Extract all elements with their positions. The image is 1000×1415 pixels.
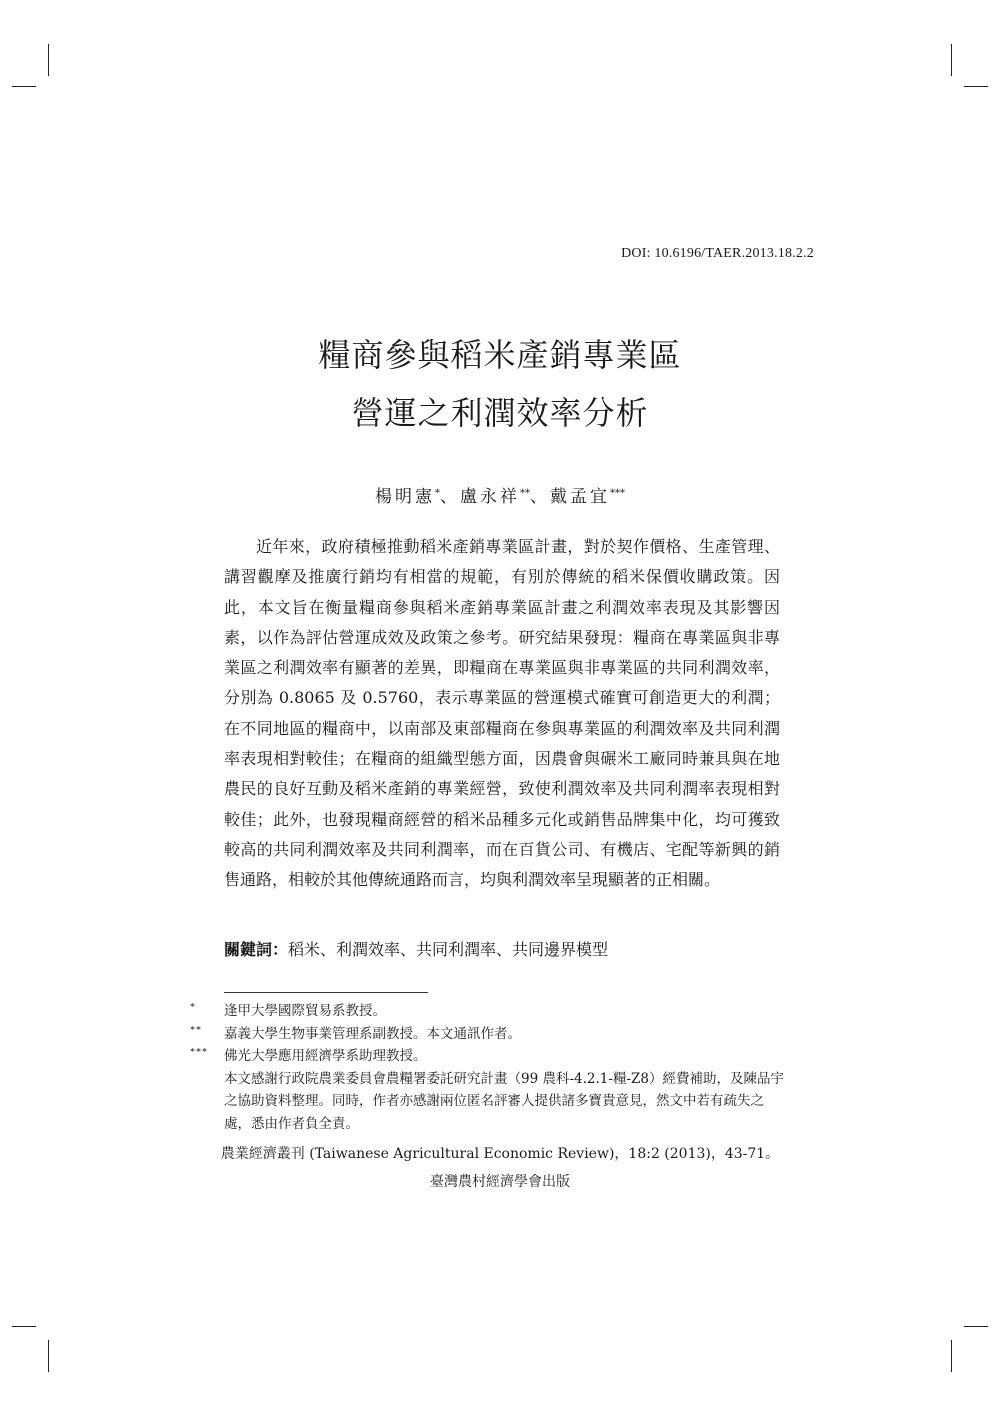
author-name: 盧永祥 — [460, 487, 520, 507]
author-separator: 、 — [440, 487, 460, 507]
abstract: 近年來，政府積極推動稻米產銷專業區計畫，對於契作價格、生產管理、講習觀摩及推廣行銷均有相當的規範，有別於傳統的稻米保價收購政策。因此，本文旨在衡量糧商參與稻米產銷專業區計畫之利潤效率表現及其影響因素，以作為評估營運成效及政策之參考。研究結果發現：糧商在專業區與非專業區之利潤效率有顯著的差異，即糧商在專業區與非專業區的共同利潤效率，分別為 0.8065 及 0.5760，表示專業區的營運模式確實可創造更大的利潤；在不同地區的糧商中，以南部及東部糧商在參與專業區的利潤效率及共同利潤率表現相對較佳；在糧商的組織型態方面，因農會與碾米工廠同時兼具與在地農民的良好互動及稻米產銷的專業經營，致使利潤效率及共同利潤率表現相對較佳；此外，也發現糧商經營的稻米品種多元化或銷售品牌集中化，均可獲致較高的共同利潤效率及共同利潤率，而在百貨公司、有機店、宅配等新興的銷售通路，相較於其他傳統通路而言，均與利潤效率呈現顯著的正相關。 — [224, 537, 780, 890]
title-line-2: 營運之利潤效率分析 — [351, 394, 649, 432]
footnotes — [188, 1000, 788, 1135]
author-mark: * — [435, 488, 440, 499]
footnote-text: 嘉義大學生物事業管理系副教授。本文通訊作者。 — [224, 1025, 521, 1042]
crop-mark — [964, 86, 988, 87]
crop-mark — [951, 44, 952, 76]
author-name: 楊明憲 — [375, 487, 435, 507]
crop-mark — [12, 86, 36, 87]
footnote-text: 佛光大學應用經濟學系助理教授。 — [224, 1048, 427, 1064]
footnote — [188, 1045, 788, 1068]
crop-mark — [951, 1340, 952, 1372]
acknowledgement: 本文感謝行政院農業委員會農糧署委託研究計畫（99 農科-4.2.1-糧-Z8）經費補助，及陳品宇之協助資料整理。同時，作者亦感謝兩位匿名評審人提供諸多寶貴意見，然文中若有疏失之處，悉由作者負全責。 — [224, 1070, 784, 1132]
crop-mark — [48, 1340, 49, 1372]
author-mark: *** — [610, 488, 625, 499]
keywords-label: 關鍵詞： — [224, 940, 289, 959]
title-line-1: 糧商參與稻米產銷專業區 — [318, 336, 682, 374]
footnote-mark: ** — [190, 1024, 202, 1036]
footnote-text: 逢甲大學國際貿易系教授。 — [224, 1003, 386, 1019]
author-name: 戴孟宜 — [550, 487, 610, 507]
author-list — [0, 482, 1000, 507]
footnote-mark: * — [190, 1002, 196, 1013]
crop-mark — [12, 1326, 36, 1327]
author-mark: ** — [520, 488, 530, 499]
publisher: 臺灣農村經濟學會出版 — [430, 1174, 570, 1190]
footnote — [188, 1023, 788, 1046]
author-separator: 、 — [530, 487, 550, 507]
footnote-mark: *** — [190, 1047, 208, 1058]
crop-mark — [964, 1326, 988, 1327]
paper-title — [0, 326, 1000, 442]
keywords-text: 稻米、利潤效率、共同利潤率、共同邊界模型 — [288, 940, 609, 959]
doi: DOI: 10.6196/TAER.2013.18.2.2 — [621, 246, 814, 261]
keywords — [224, 935, 780, 965]
footnote — [188, 1000, 788, 1023]
journal-citation: 農業經濟叢刊 (Taiwanese Agricultural Economic Review)，18:2 (2013)，43-71。 — [220, 1146, 780, 1162]
footnote-divider — [224, 992, 428, 993]
crop-mark — [48, 44, 49, 76]
